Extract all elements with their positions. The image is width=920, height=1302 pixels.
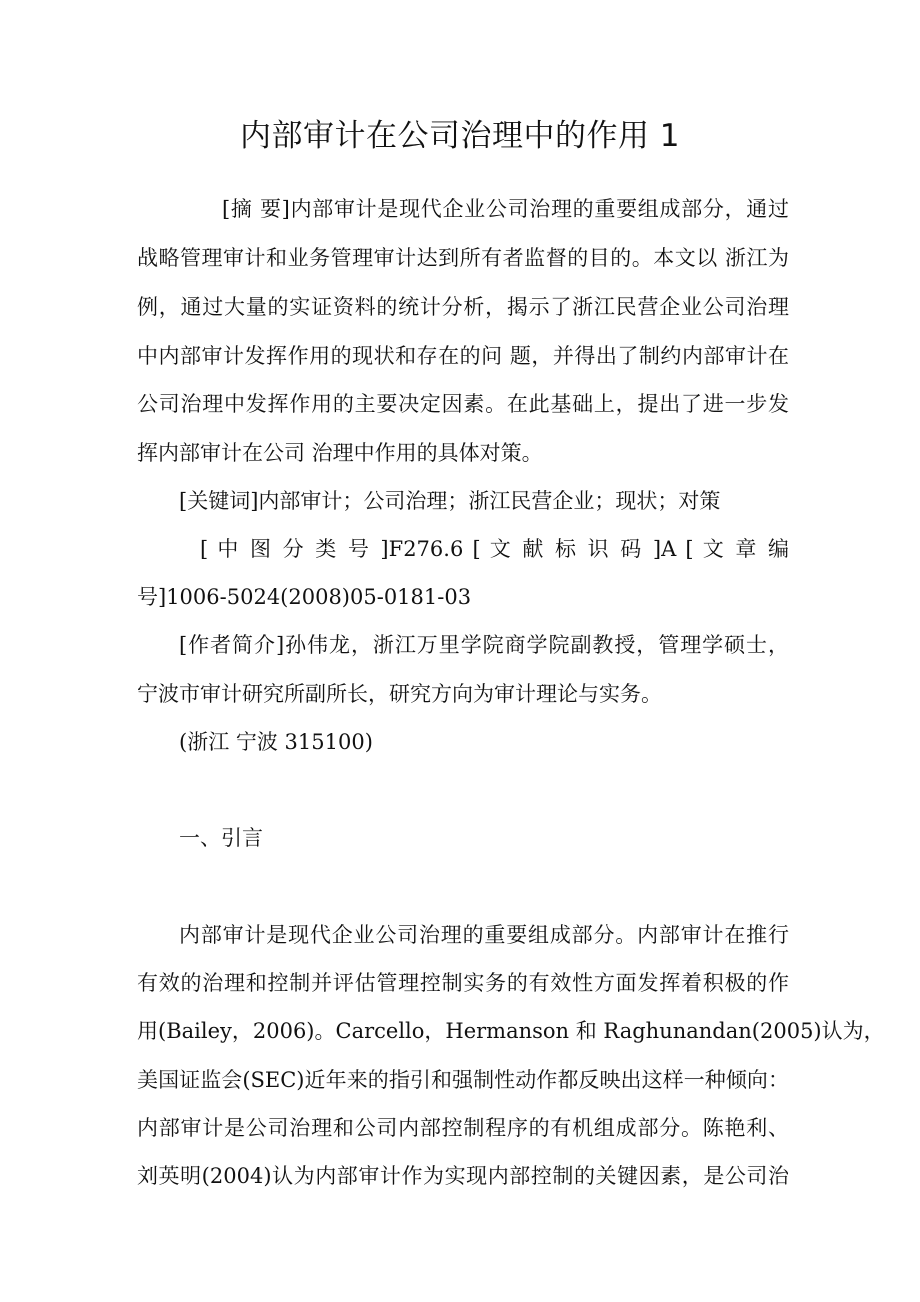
body-line: 有效的治理和控制并评估管理控制实务的有效性方面发挥着积极的作 <box>137 971 789 995</box>
abstract-line: 战略管理审计和业务管理审计达到所有者监督的目的。本文以 浙江为 <box>137 246 789 270</box>
abstract-line: 挥内部审计在公司 治理中作用的具体对策。 <box>137 441 543 465</box>
document-title: 内部审计在公司治理中的作用 1 <box>239 118 681 154</box>
abstract-line: [摘 要]内部审计是现代企业公司治理的重要组成部分，通过 <box>222 197 789 221</box>
body-line: 内部审计是现代企业公司治理的重要组成部分。内部审计在推行 <box>179 923 789 947</box>
abstract-line: 公司治理中发挥作用的主要决定因素。在此基础上，提出了进一步发 <box>137 392 789 416</box>
body-line: 用(Bailey，2006)。Carcello，Hermanson 和 Raghunandan(2005)认为， <box>137 1019 885 1043</box>
body-line: 内部审计是公司治理和公司内部控制程序的有机组成部分。陈艳利、 <box>137 1116 789 1140</box>
keywords-line: [关键词]内部审计；公司治理；浙江民营企业；现状；对策 <box>179 489 721 513</box>
classification-line: 号]1006-5024(2008)05-0181-03 <box>137 585 472 609</box>
abstract-line: 例，通过大量的实证资料的统计分析，揭示了浙江民营企业公司治理 <box>137 295 789 319</box>
author-address: (浙江 宁波 315100) <box>179 730 373 754</box>
body-line: 刘英明(2004)认为内部审计作为实现内部控制的关键因素，是公司治 <box>137 1164 789 1188</box>
author-line: 宁波市审计研究所副所长，研究方向为审计理论与实务。 <box>137 682 662 706</box>
body-line: 美国证监会(SEC)近年来的指引和强制性动作都反映出这样一种倾向： <box>137 1068 789 1092</box>
section-heading: 一、引言 <box>179 826 263 850</box>
classification-line: [ 中 图 分 类 号 ]F276.6 [ 文 献 标 识 码 ]A [ 文 章 编 <box>200 537 789 561</box>
author-line: [作者简介]孙伟龙，浙江万里学院商学院副教授，管理学硕士， <box>179 633 789 657</box>
abstract-line: 中内部审计发挥作用的现状和存在的问 题，并得出了制约内部审计在 <box>137 344 789 368</box>
